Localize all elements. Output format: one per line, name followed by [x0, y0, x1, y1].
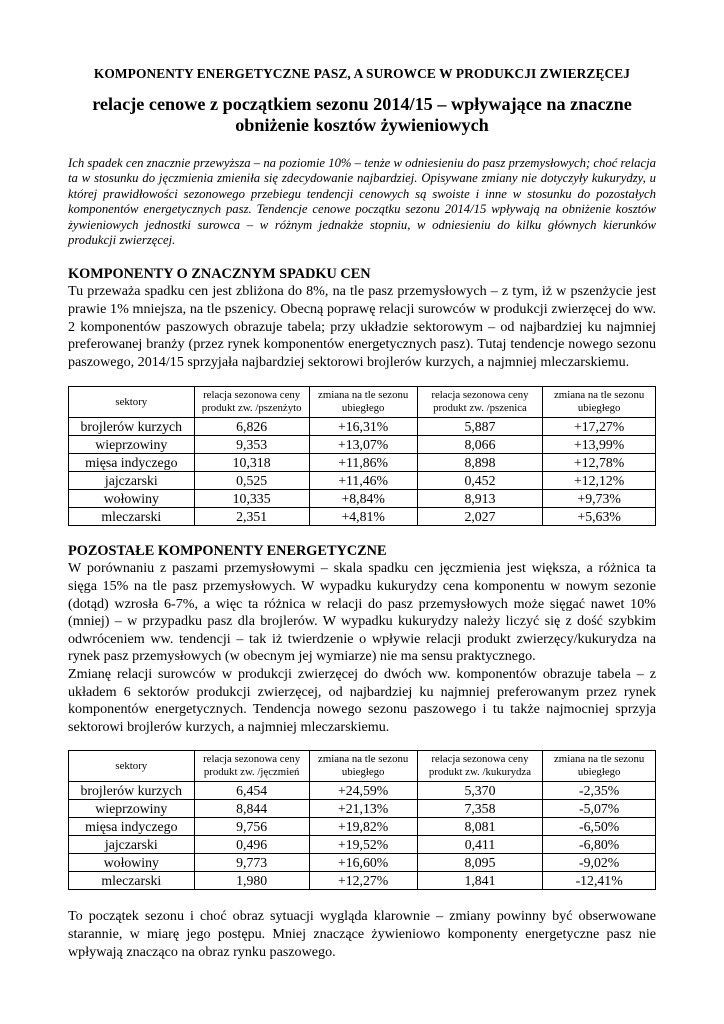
document-title: relacje cenowe z początkiem sezonu 2014/15 – wpływające na znaczne obniżenie kosztów żywieniowych [92, 94, 632, 135]
table-cell: brojlerów kurzych [69, 418, 195, 436]
section2-heading: POZOSTAŁE KOMPONENTY ENERGETYCZNE [68, 543, 387, 560]
table-cell: 8,066 [417, 436, 543, 454]
table-cell: -6,50% [543, 818, 656, 836]
table-cell: 5,370 [417, 782, 543, 800]
table-cell: -9,02% [543, 854, 656, 872]
table-row [69, 418, 656, 436]
table-cell: +19,82% [309, 818, 417, 836]
table-cell: wołowiny [69, 490, 195, 508]
table-cell: 8,898 [417, 454, 543, 472]
table1-header: zmiana na tle sezonu ubiegłego [309, 387, 417, 418]
table-cell: mięsa indyczego [69, 454, 195, 472]
table-row [69, 436, 656, 454]
table-cell: 5,887 [417, 418, 543, 436]
table-row [69, 782, 656, 800]
table-cell: 2,351 [194, 508, 309, 526]
table-row [69, 490, 656, 508]
document-kicker: KOMPONENTY ENERGETYCZNE PASZ, A SUROWCE W PRODUKCJI ZWIERZĘCEJ [93, 66, 631, 81]
section1-paragraph: Tu przeważa spadku cen jest zbliżona do 8%, na tle pasz przemysłowych – z tym, iż w pszenżycie jest prawie 1% mniejsza, na tle pszenicy. Obecną poprawę relacji surowców w produkcji zwierzęcej do ww. 2 komponentów paszowych obrazuje tabela; przy układzie sektorowym – od najbardziej ku najmniej preferowanej branży (przez rynek komponentów energetycznych pasz). Tutaj tendencje nowego sezonu paszowego, 2014/15 sprzyjała najbardziej sektorowi brojlerów kurzych, a najmniej mleczarskiemu. [68, 283, 656, 370]
table-cell: 8,095 [417, 854, 543, 872]
table-cell: +8,84% [309, 490, 417, 508]
table-cell: -2,35% [543, 782, 656, 800]
section1-heading: KOMPONENTY O ZNACZNYM SPADKU CEN [68, 266, 371, 283]
table2-header: relacja sezonowa ceny produkt zw. /jęczmień [194, 751, 309, 782]
table-cell: 2,027 [417, 508, 543, 526]
table-row [69, 472, 656, 490]
table-cell: 6,454 [194, 782, 309, 800]
table-cell: +12,27% [309, 872, 417, 890]
closing-paragraph: To początek sezonu i choć obraz sytuacji wygląda klarownie – zmiany powinny być obserwowane starannie, w miarę jego postępu. Mniej znaczące żywieniowo komponenty energetyczne pasz nie wpływają znacząco na obraz rynku paszowego. [68, 908, 656, 960]
table-cell: 7,358 [417, 800, 543, 818]
table-row [69, 818, 656, 836]
table-row [69, 508, 656, 526]
table-cell: 0,452 [417, 472, 543, 490]
table-cell: +12,78% [543, 454, 656, 472]
table-row [69, 854, 656, 872]
table-cell: +4,81% [309, 508, 417, 526]
table-cell: +13,99% [543, 436, 656, 454]
table-cell: 6,826 [194, 418, 309, 436]
table-cell: mięsa indyczego [69, 818, 195, 836]
table-cell: 10,335 [194, 490, 309, 508]
table-cell: 8,913 [417, 490, 543, 508]
table-cell: -5,07% [543, 800, 656, 818]
table-cell: 8,081 [417, 818, 543, 836]
table-cell: +16,60% [309, 854, 417, 872]
table2-header: zmiana na tle sezonu ubiegłego [309, 751, 417, 782]
table-row [69, 872, 656, 890]
table-cell: 8,844 [194, 800, 309, 818]
table-cell: +9,73% [543, 490, 656, 508]
table-cell: mleczarski [69, 872, 195, 890]
table-cell: +5,63% [543, 508, 656, 526]
table1 [68, 386, 656, 526]
table2-header: zmiana na tle sezonu ubiegłego [543, 751, 656, 782]
section2-paragraph-2: Zmianę relacji surowców w produkcji zwierzęcej do dwóch ww. komponentów obrazuje tabela – z układem 6 sektorów produkcji zwierzęcej, od najbardziej ku najmniej preferowanym przez rynek komponentów energetycznych. Tendencja nowego sezonu paszowego i tu także najmocniej sprzyja sektorowi brojlerów kurzych, a najmniej mleczarskiemu. [68, 665, 656, 735]
table-cell: 0,411 [417, 836, 543, 854]
table1-header: relacja sezonowa ceny produkt zw. /pszenica [417, 387, 543, 418]
table-cell: +24,59% [309, 782, 417, 800]
table-cell: 1,980 [194, 872, 309, 890]
table-cell: 10,318 [194, 454, 309, 472]
table-cell: wieprzowiny [69, 436, 195, 454]
table-cell: -6,80% [543, 836, 656, 854]
table-cell: jajczarski [69, 472, 195, 490]
table-cell: mleczarski [69, 508, 195, 526]
table1-header-row [69, 387, 656, 418]
table2 [68, 750, 656, 890]
table-cell: 0,496 [194, 836, 309, 854]
table-cell: +17,27% [543, 418, 656, 436]
table-cell: 1,841 [417, 872, 543, 890]
table-cell: +21,13% [309, 800, 417, 818]
table-cell: +13,07% [309, 436, 417, 454]
table-cell: brojlerów kurzych [69, 782, 195, 800]
table-cell: +11,46% [309, 472, 417, 490]
table1-header: relacja sezonowa ceny produkt zw. /pszenżyto [194, 387, 309, 418]
table-cell: +16,31% [309, 418, 417, 436]
table-cell: wieprzowiny [69, 800, 195, 818]
table1-header: sektory [69, 387, 195, 418]
table2-header: relacja sezonowa ceny produkt zw. /kukurydza [417, 751, 543, 782]
table-cell: -12,41% [543, 872, 656, 890]
table-cell: +19,52% [309, 836, 417, 854]
table2-header-row [69, 751, 656, 782]
table-row [69, 836, 656, 854]
table-cell: wołowiny [69, 854, 195, 872]
section2-paragraph: W porównaniu z paszami przemysłowymi – skala spadku cen jęczmienia jest większa, a różnica ta sięga 15% na tle pasz przemysłowych. W wypadku kukurydzy cena komponentu w nowym sezonie (dotąd) wzrosła 6-7%, a więc ta różnica w relacji do pasz przemysłowych może sięgać nawet 10% (mniej) – w przypadku pasz dla brojlerów. W wypadku kukurydzy należy liczyć się z dość szybkim odwróceniem ww. tendencji – tak iż twierdzenie o wpływie relacji produkt zwierzęcy/kukurydza na rynek pasz przemysłowych (w obecnym jej wymiarze) nie ma sensu praktycznego. [68, 560, 656, 665]
table-cell: +11,86% [309, 454, 417, 472]
table-cell: jajczarski [69, 836, 195, 854]
table-row [69, 800, 656, 818]
table-cell: 0,525 [194, 472, 309, 490]
table1-header: zmiana na tle sezonu ubiegłego [543, 387, 656, 418]
table-row [69, 454, 656, 472]
table-cell: 9,756 [194, 818, 309, 836]
table2-header: sektory [69, 751, 195, 782]
table-cell: +12,12% [543, 472, 656, 490]
table-cell: 9,353 [194, 436, 309, 454]
table-cell: 9,773 [194, 854, 309, 872]
lead-paragraph: Ich spadek cen znacznie przewyższa – na poziomie 10% – tenże w odniesieniu do pasz przemysłowych; choć relacja ta w stosunku do jęczmienia zmieniła się zdecydowanie najbardziej. Opisywane zmiany nie dotyczyły kukurydzy, u której prawidłowości sezonowego przebiegu tendencji cenowych są swoiste i inne w stosunku do pozostałych komponentów energetycznych pasz. Tendencje cenowe początku sezonu 2014/15 wpływają na obniżenie kosztów żywieniowych jednostki surowca – w różnym jednakże stopniu, w odniesieniu do kilku głównych kierunków produkcji zwierzęcej. [68, 156, 656, 248]
